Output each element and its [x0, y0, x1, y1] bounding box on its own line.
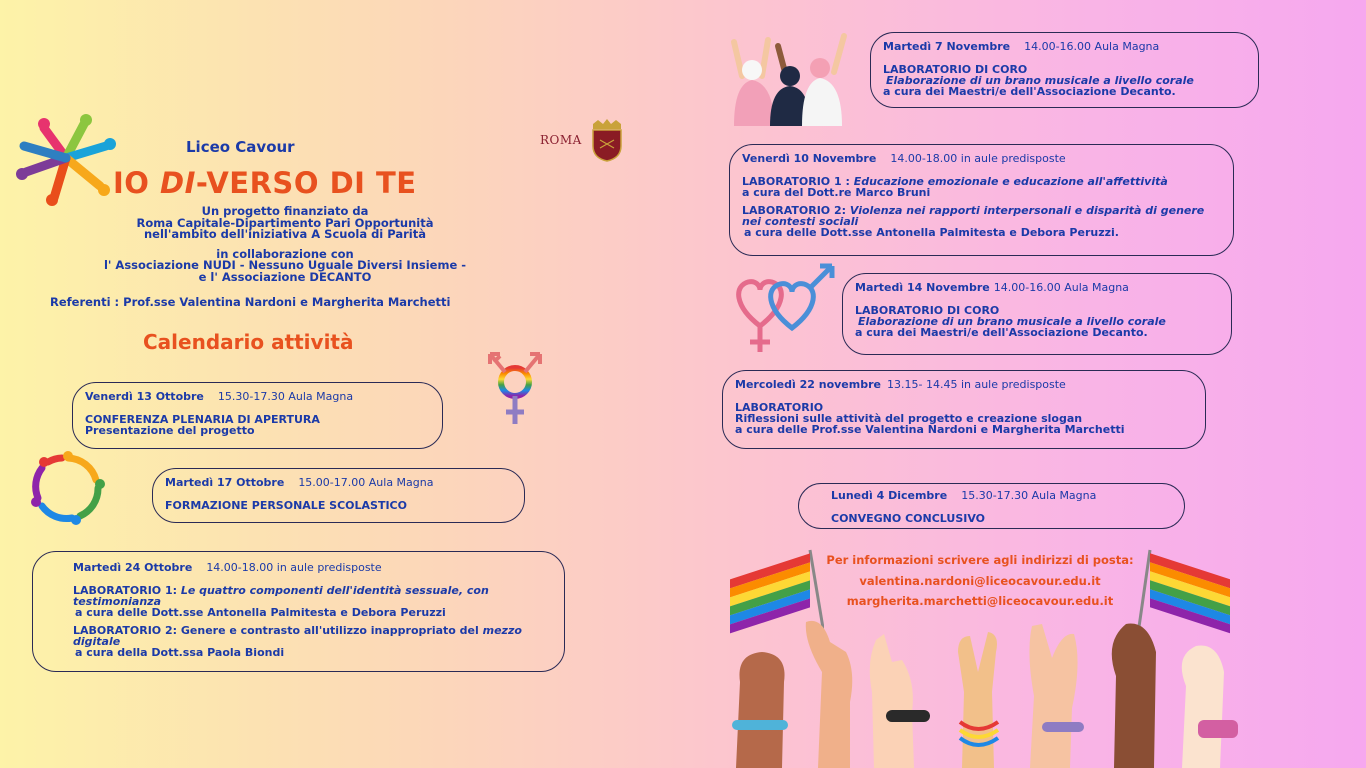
lab-topic: mezzo digitale — [73, 624, 522, 648]
school-name: Liceo Cavour — [186, 138, 295, 156]
event-card — [152, 468, 525, 523]
event-title: LABORATORIO DI CORO — [855, 304, 1000, 317]
event-header — [165, 477, 512, 488]
event-time: 14.00-16.00 Aula Magna — [1024, 40, 1160, 53]
event-time: 15.30-17.30 Aula Magna — [961, 489, 1097, 502]
event-card — [870, 32, 1259, 108]
event-header — [85, 391, 430, 402]
event-time: 15.30-17.30 Aula Magna — [217, 390, 354, 403]
event-header — [742, 153, 1221, 164]
event-date: Venerdì 13 Ottobre — [85, 390, 204, 403]
event-by: a cura delle Prof.sse Valentina Nardoni e Margherita Marchetti — [735, 423, 1125, 436]
transgender-symbol-icon — [482, 348, 548, 428]
calendar-title: Calendario attività — [143, 330, 354, 354]
event-by: a cura dei Maestri/e dell'Associazione Decanto. — [855, 326, 1148, 339]
event-card — [72, 382, 443, 449]
event-date: Lunedì 4 Dicembre — [831, 489, 948, 502]
people-circle-icon — [28, 450, 108, 526]
event-time: 14.00-18.00 in aule predisposte — [890, 152, 1066, 165]
event-description: Elaborazione di un brano musicale a livello corale — [886, 74, 1194, 87]
lab-label: LABORATORIO 1: — [73, 584, 181, 597]
intro-line: nell'ambito dell'iniziativa A Scuola di Parità — [143, 227, 427, 241]
event-title: CONFERENZA PLENARIA DI APERTURA — [85, 413, 320, 426]
cheering-people-icon — [728, 32, 852, 126]
event-header — [735, 379, 1193, 390]
contact-heading: Per informazioni scrivere agli indirizzi di posta: — [826, 553, 1134, 567]
event-date: Martedì 7 Novembre — [883, 40, 1011, 53]
gender-hearts-icon — [730, 262, 840, 356]
project-title — [113, 166, 417, 200]
title-part: -VERSO DI TE — [195, 166, 417, 200]
event-title: FORMAZIONE PERSONALE SCOLASTICO — [165, 499, 407, 512]
event-date: Martedì 14 Novembre — [855, 281, 990, 294]
event-card — [32, 551, 565, 672]
project-intro — [50, 206, 520, 283]
raised-hands-illustration — [726, 612, 1246, 768]
event-header — [831, 490, 1172, 501]
email-link[interactable]: valentina.nardoni@liceocavour.edu.it — [859, 573, 1101, 588]
event-date: Mercoledì 22 novembre — [735, 378, 881, 391]
intro-line: Roma Capitale-Dipartimento Pari Opportunità — [136, 215, 434, 230]
roma-logo-text: ROMA — [540, 133, 582, 147]
event-description: Riflessioni sulle attività del progetto e creazione slogan — [735, 412, 1083, 425]
event-time: 13.15- 14.45 in aule predisposte — [887, 378, 1066, 391]
title-part-italic: DI — [160, 166, 196, 200]
title-part: IO — [113, 166, 161, 200]
lab-topic: Educazione emozionale e educazione all'affettività — [853, 175, 1168, 188]
colorful-people-logo — [14, 110, 118, 206]
roma-crest-icon — [590, 118, 624, 162]
event-header — [855, 282, 1219, 293]
lab-1 — [73, 585, 550, 607]
event-card — [722, 370, 1206, 449]
lab-by: a cura delle Dott.sse Antonella Palmitesta e Debora Peruzzi. — [744, 226, 1119, 239]
event-card — [842, 273, 1232, 355]
event-header — [883, 41, 1246, 52]
event-by: a cura dei Maestri/e dell'Associazione Decanto. — [883, 85, 1176, 98]
event-date: Martedì 24 Ottobre — [73, 561, 193, 574]
event-date: Martedì 17 Ottobre — [165, 476, 285, 489]
lab-2 — [73, 625, 550, 647]
lab-by: a cura del Dott.re Marco Bruni — [742, 186, 931, 199]
event-time: 14.00-16.00 Aula Magna — [993, 281, 1129, 294]
email-link[interactable]: margherita.marchetti@liceocavour.edu.it — [846, 594, 1114, 608]
event-time: 14.00-18.00 in aule predisposte — [206, 561, 382, 574]
intro-line: l' Associazione NUDI - Nessuno Uguale Diversi Insieme - — [103, 258, 467, 272]
lab-2 — [742, 205, 1221, 227]
event-description: Elaborazione di un brano musicale a livello corale — [858, 315, 1166, 328]
event-card — [729, 144, 1234, 256]
lab-label: LABORATORIO 1 : — [742, 175, 854, 188]
event-card — [798, 483, 1185, 529]
event-title: LABORATORIO — [735, 401, 824, 414]
intro-line: in collaborazione con — [216, 246, 354, 261]
lab-topic: Le quattro componenti dell'identità sessuale, con testimonianza — [73, 584, 489, 608]
intro-line: e l' Associazione DECANTO — [198, 269, 372, 284]
event-date: Venerdì 10 Novembre — [742, 152, 877, 165]
event-title: LABORATORIO DI CORO — [883, 63, 1028, 76]
event-time: 15.00-17.00 Aula Magna — [298, 476, 434, 489]
lab-label: LABORATORIO 2: Genere e contrasto all'utilizzo inappropriato del — [73, 624, 483, 637]
lab-label: LABORATORIO 2: — [742, 204, 850, 217]
event-description: Presentazione del progetto — [85, 424, 255, 437]
lab-topic: Violenza nei rapporti interpersonali e disparità di genere nei contesti sociali — [742, 204, 1205, 228]
lab-by: a cura della Dott.ssa Paola Biondi — [75, 646, 285, 659]
referents: Referenti : Prof.sse Valentina Nardoni e Margherita Marchetti — [50, 295, 451, 309]
intro-line: Un progetto finanziato da — [201, 204, 369, 218]
event-header — [73, 562, 550, 573]
contact-info — [800, 555, 1160, 617]
lab-by: a cura delle Dott.sse Antonella Palmitesta e Debora Peruzzi — [75, 606, 446, 619]
event-title: CONVEGNO CONCLUSIVO — [831, 512, 986, 525]
